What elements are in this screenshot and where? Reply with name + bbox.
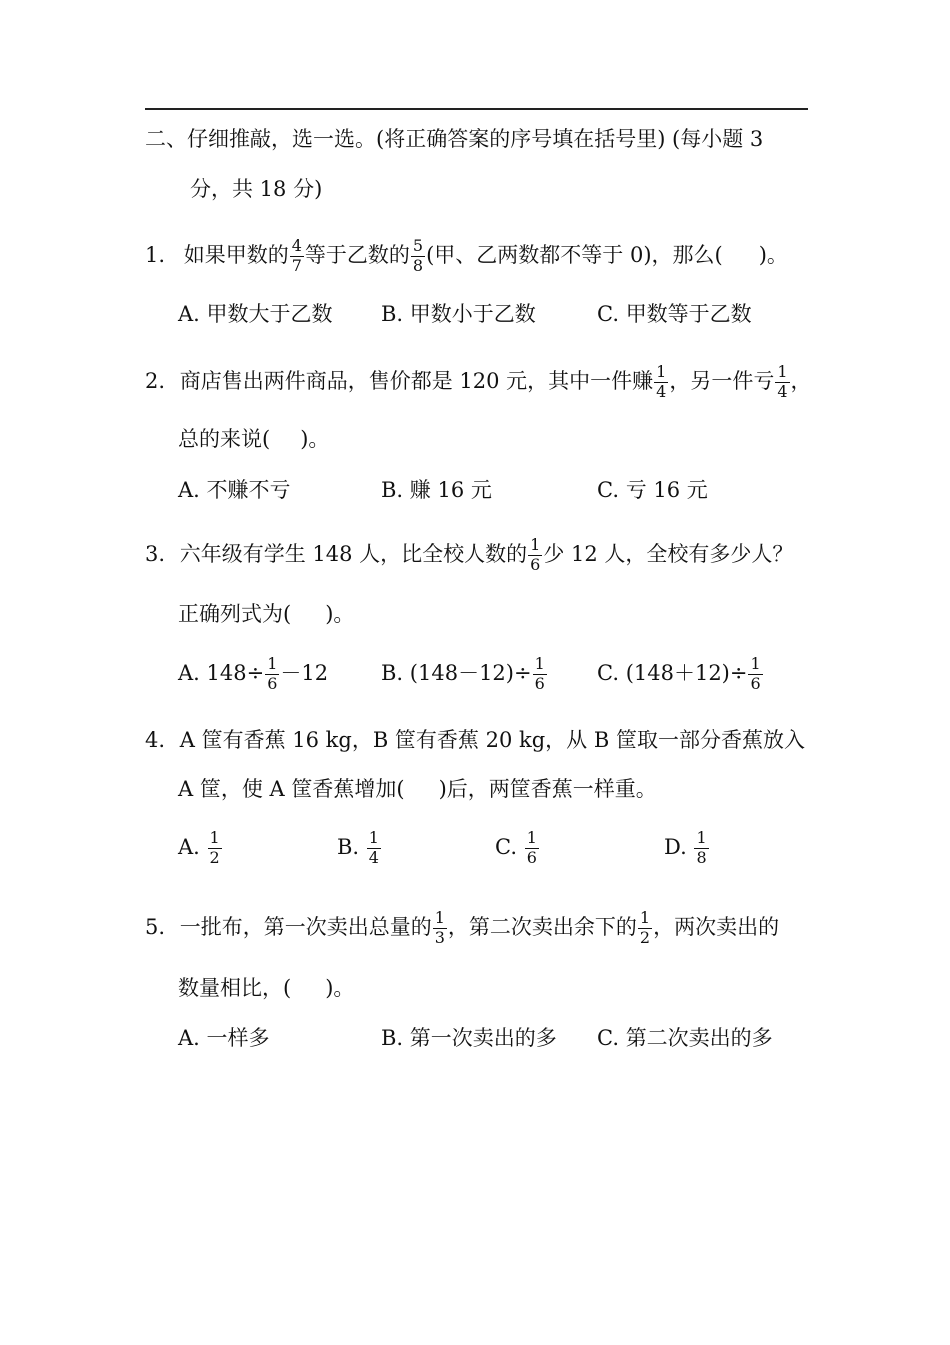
top-rule	[145, 108, 808, 110]
question-number: 4.	[145, 728, 166, 752]
option-a[interactable]: A. 一样多	[178, 1026, 270, 1050]
option-c[interactable]: C. 第二次卖出的多	[597, 1026, 773, 1050]
section-heading: 二、仔细推敲，选一选。(将正确答案的序号填在括号里) (每小题 3	[145, 127, 764, 151]
fraction: $\frac{1}{4}$	[777, 362, 788, 401]
fraction: $\frac{4}{7}$	[291, 236, 302, 275]
fraction: $\frac{1}{6}$	[534, 654, 545, 693]
option-c[interactable]: C. 亏 16 元	[597, 478, 708, 502]
question-number: 5.	[145, 914, 166, 939]
question-5-cont: 数量相比，( )。	[178, 976, 355, 1000]
fraction: $\frac{5}{8}$	[412, 236, 424, 275]
section-heading-cont: 分，共 18 分)	[190, 177, 323, 201]
fraction: $\frac{1}{2}$	[209, 828, 220, 867]
fraction: $\frac{1}{4}$	[656, 362, 667, 401]
option-a[interactable]: A. 甲数大于乙数	[178, 302, 333, 326]
fraction: $\frac{1}{6}$	[530, 535, 541, 574]
fraction: $\frac{1}{6}$	[526, 828, 537, 867]
fraction: $\frac{1}{8}$	[696, 828, 707, 867]
option-b[interactable]: B. 赚 16 元	[381, 478, 492, 502]
option-a[interactable]: A. 148÷ $\frac{1}{6}$ －12	[178, 654, 329, 693]
option-c[interactable]: C. $\frac{1}{6}$	[495, 828, 537, 867]
fraction: $\frac{1}{6}$	[750, 654, 761, 693]
fraction: $\frac{1}{6}$	[267, 654, 278, 693]
question-5: 5. 一批布，第一次卖出总量的 $\frac{1}{3}$ ，第二次卖出余下的 $\frac{1}{2}$ ，两次卖出的	[145, 908, 780, 947]
question-2-cont: 总的来说( )。	[178, 427, 330, 451]
question-3-cont: 正确列式为( )。	[178, 602, 355, 626]
question-4-cont: A 筐，使 A 筐香蕉增加( )后，两筐香蕉一样重。	[178, 777, 657, 801]
option-b[interactable]: B. $\frac{1}{4}$	[337, 828, 379, 867]
option-a[interactable]: A. $\frac{1}{2}$	[178, 828, 220, 867]
question-3: 3. 六年级有学生 148 人，比全校人数的 $\frac{1}{6}$ 少 12 人，全校有多少人？	[145, 535, 794, 574]
question-number: 2.	[145, 368, 166, 393]
fraction: $\frac{1}{4}$	[368, 828, 379, 867]
option-b[interactable]: B. 第一次卖出的多	[381, 1026, 557, 1050]
fraction: $\frac{1}{2}$	[639, 908, 651, 947]
option-a[interactable]: A. 不赚不亏	[178, 478, 291, 502]
question-number: 3.	[145, 541, 166, 566]
question-1: 1. 如果甲数的 $\frac{4}{7}$ 等于乙数的 $\frac{5}{8}$ (甲、乙两数都不等于 0)，那么( )。	[145, 236, 788, 275]
option-b[interactable]: B. 甲数小于乙数	[381, 302, 536, 326]
option-b[interactable]: B. (148－12)÷ $\frac{1}{6}$	[381, 654, 545, 693]
option-d[interactable]: D. $\frac{1}{8}$	[664, 828, 707, 867]
question-4: 4. A 筐有香蕉 16 kg，B 筐有香蕉 20 kg，从 B 筐取一部分香蕉放入	[145, 728, 805, 752]
question-2: 2. 商店售出两件商品，售价都是 120 元，其中一件赚 $\frac{1}{4}$ ，另一件亏 $\frac{1}{4}$ ，	[145, 362, 812, 401]
question-number: 1.	[145, 242, 166, 267]
option-c[interactable]: C. (148＋12)÷ $\frac{1}{6}$	[597, 654, 761, 693]
option-c[interactable]: C. 甲数等于乙数	[597, 302, 752, 326]
fraction: $\frac{1}{3}$	[434, 908, 445, 947]
